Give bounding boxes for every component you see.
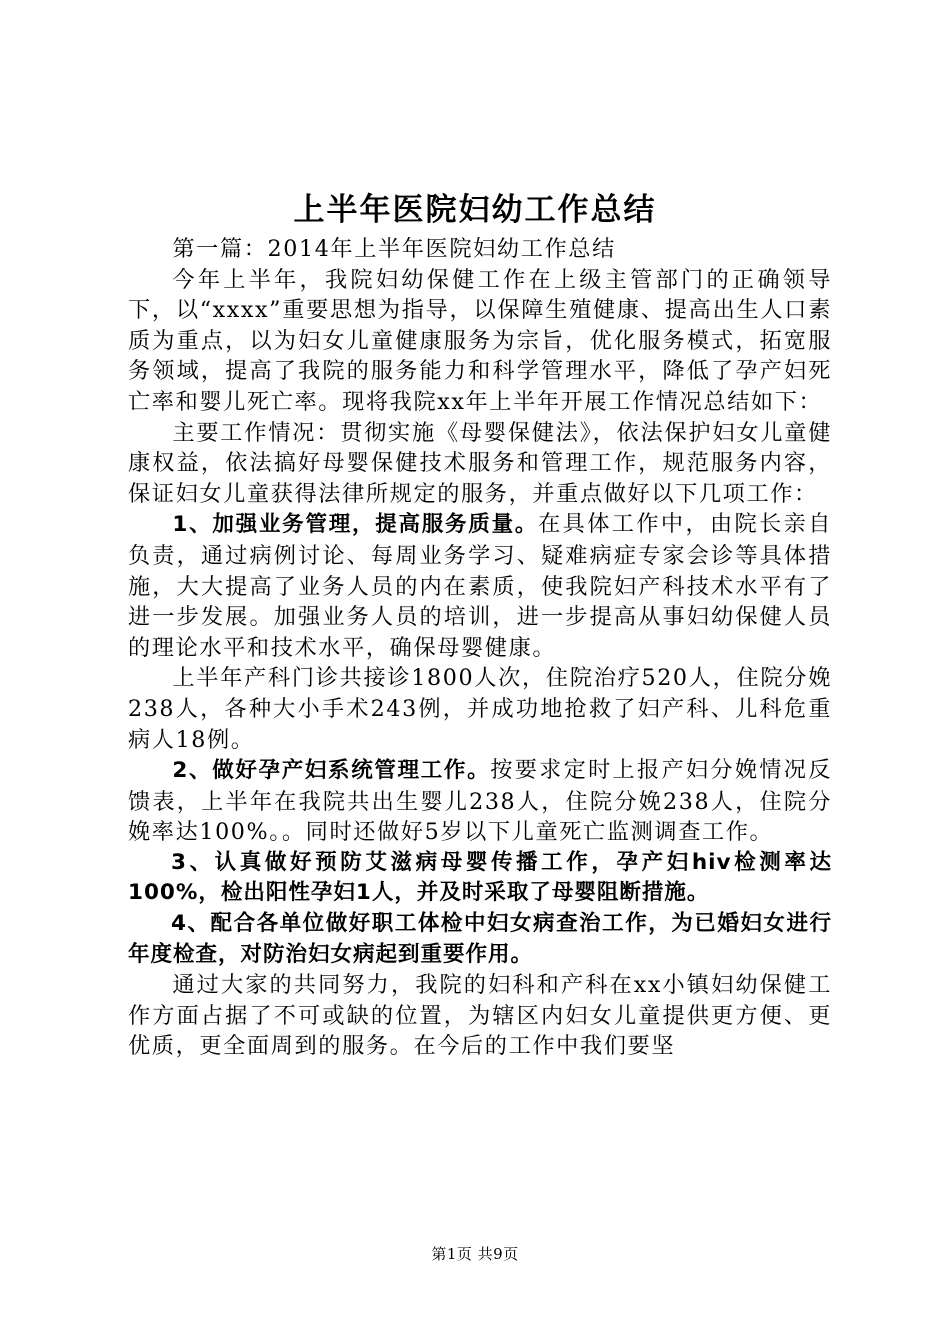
item-2-heading: 2、做好孕产妇系统管理工作。 <box>172 758 491 784</box>
paragraph-intro: 今年上半年，我院妇幼保健工作在上级主管部门的正确领导下，以“xxxx”重要思想为指导，以保障生殖健康、提高出生人口素质为重点，以为妇女儿童健康服务为宗旨，优化服务模式，拓宽服务领域，提高了我院的服务能力和科学管理水平，降低了孕产妇死亡率和婴儿死亡率。现将我院xx年上半年开展工作情况总结如下： <box>128 266 832 415</box>
item-1-text: 在具体工作中，由院长亲自负责，通过病例讨论、每周业务学习、疑难病症专家会诊等具体措施，大大提高了业务人员的内在素质，使我院妇产科技术水平有了进一步发展。加强业务人员的培训，进一步提高从事妇幼保健人员的理论水平和技术水平，确保母婴健康。 <box>128 511 833 661</box>
document-body <box>128 234 832 1062</box>
paragraph-conclusion: 通过大家的共同努力，我院的妇科和产科在xx小镇妇幼保健工作方面占据了不可或缺的位置，为辖区内妇女儿童提供更方便、更优质，更全面周到的服务。在今后的工作中我们要坚 <box>128 972 832 1060</box>
paragraph-item-2 <box>128 755 832 848</box>
page-footer: 第1页 共9页 <box>431 1245 519 1263</box>
document-title: 上半年医院妇幼工作总结 <box>293 192 657 228</box>
chapter-heading: 第一篇：2014年上半年医院妇幼工作总结 <box>172 236 616 262</box>
paragraph-statistics: 上半年产科门诊共接诊1800人次，住院治疗520人，住院分娩238人，各种大小手术243例，并成功地抢救了妇产科、儿科危重病人18例。 <box>128 665 832 753</box>
paragraph-main-work: 主要工作情况：贯彻实施《母婴保健法》，依法保护妇女儿童健康权益，依法搞好母婴保健技术服务和管理工作，规范服务内容，保证妇女儿童获得法律所规定的服务，并重点做好以下几项工作： <box>128 419 832 507</box>
paragraph-item-4: 4、配合各单位做好职工体检中妇女病查治工作，为已婚妇女进行年度检查，对防治妇女病起到重要作用。 <box>128 911 832 967</box>
item-2-text: 按要求定时上报产妇分娩情况反馈表，上半年在我院共出生婴儿238人，住院分娩238人，住院分娩率达100%。。同时还做好5岁以下儿童死亡监测调查工作。 <box>128 757 832 846</box>
paragraph-item-1 <box>128 509 832 663</box>
item-1-heading: 1、加强业务管理，提高服务质量。 <box>172 512 539 538</box>
paragraph-item-3: 3、认真做好预防艾滋病母婴传播工作，孕产妇hiv检测率达100%，检出阳性孕妇1人，并及时采取了母婴阻断措施。 <box>128 849 832 906</box>
